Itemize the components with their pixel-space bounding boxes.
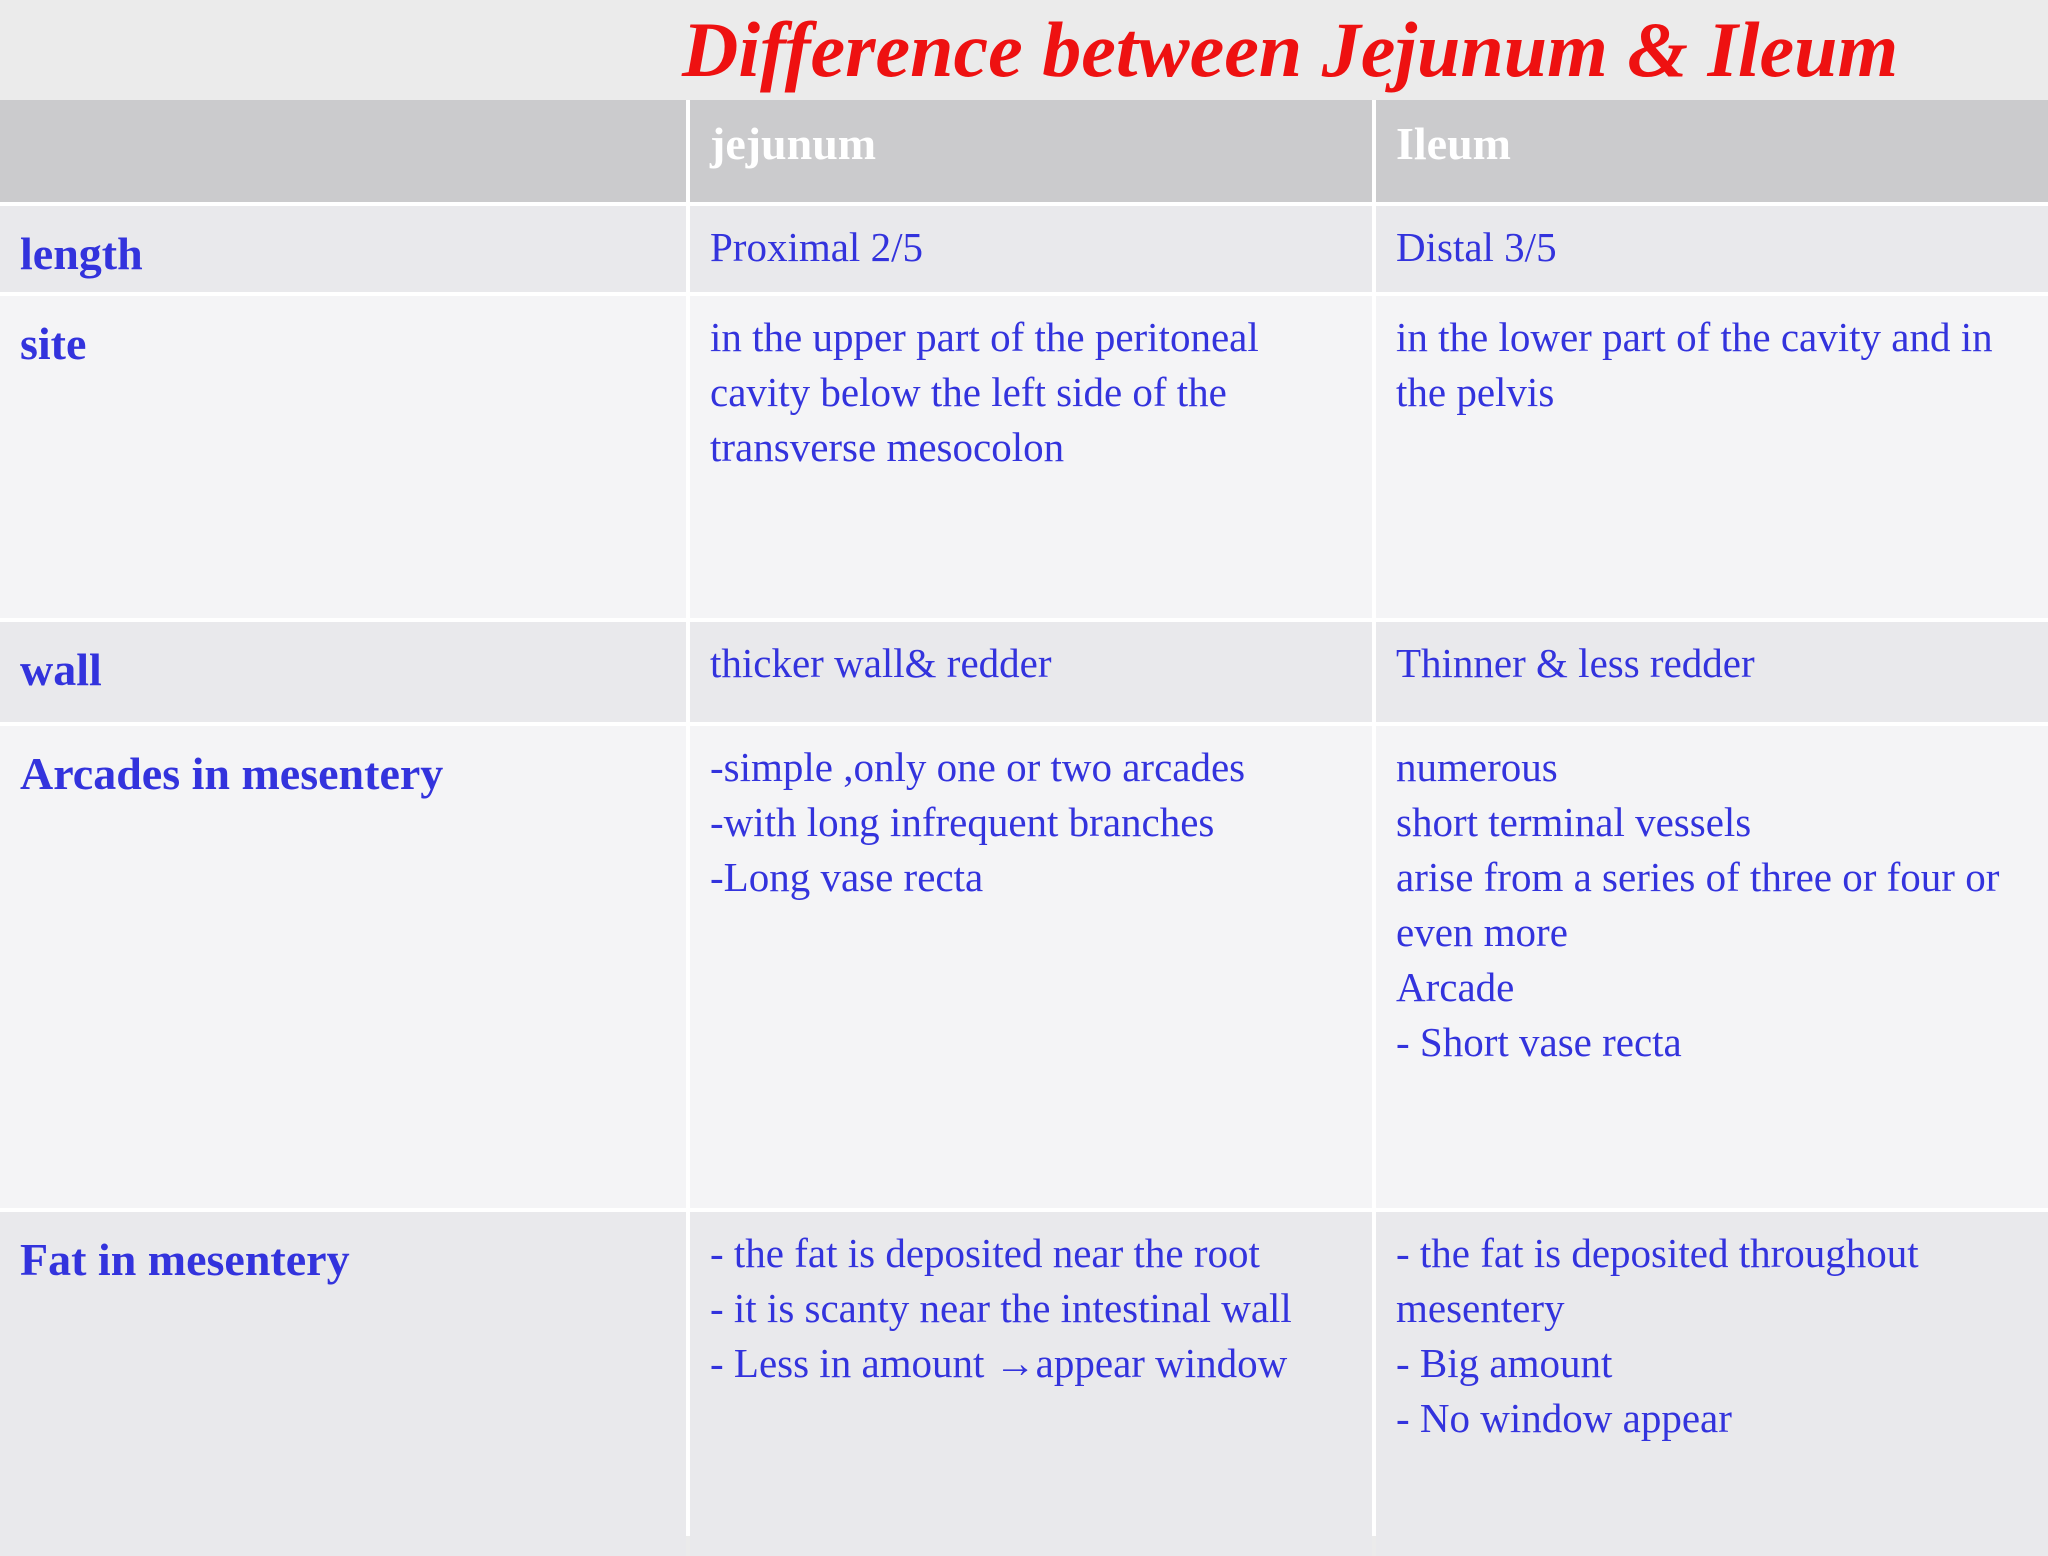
cell-arcades-ileum: numerous short terminal vessels arise from a series of three or four or even more Arcade - Short vase recta: [1376, 726, 2048, 1208]
cell-wall-ileum: Thinner & less redder: [1376, 622, 2048, 722]
cell-site-ileum: in the lower part of the cavity and in the pelvis: [1376, 296, 2048, 618]
row-label-length: length: [0, 206, 686, 292]
cell-length-jejunum: Proximal 2/5: [690, 206, 1372, 292]
row-label-fat: Fat in mesentery: [0, 1212, 686, 1556]
table-header-jejunum: jejunum: [690, 100, 1372, 202]
row-label-arcades: Arcades in mesentery: [0, 726, 686, 1208]
cell-wall-jejunum: thicker wall& redder: [690, 622, 1372, 722]
cell-length-ileum: Distal 3/5: [1376, 206, 2048, 292]
comparison-table: [0, 100, 2048, 1536]
cell-fat-ileum: - the fat is deposited throughout mesentery - Big amount - No window appear: [1376, 1212, 2048, 1556]
row-label-site: site: [0, 296, 686, 618]
table-header-empty: [0, 100, 686, 202]
cell-site-jejunum: in the upper part of the peritoneal cavity below the left side of the transverse mesocolon: [690, 296, 1372, 618]
row-label-wall: wall: [0, 622, 686, 722]
cell-fat-jejunum: - the fat is deposited near the root - it is scanty near the intestinal wall - Less in amount →appear window: [690, 1212, 1372, 1556]
page-title: Difference between Jejunum & Ileum: [682, 6, 1899, 93]
cell-arcades-jejunum: -simple ,only one or two arcades -with long infrequent branches -Long vase recta: [690, 726, 1372, 1208]
table-header-ileum: Ileum: [1376, 100, 2048, 202]
